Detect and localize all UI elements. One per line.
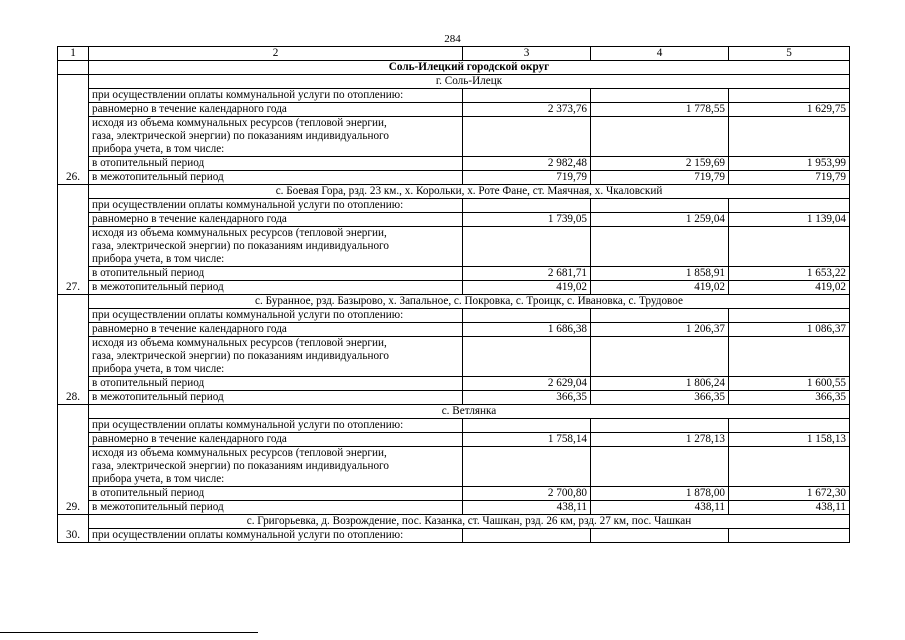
tariff-value: 2 629,04 [463, 377, 591, 391]
tariff-value: 1 806,24 [591, 377, 729, 391]
tariff-value: 1 778,55 [591, 103, 729, 117]
payment-method-label: при осуществлении оплаты коммунальной услуги по отоплению: [89, 419, 463, 433]
meter-payment-row [58, 227, 850, 267]
meter-payment-row [58, 447, 850, 487]
empty-cell [729, 89, 850, 103]
interheating-period-row [58, 281, 850, 295]
payment-method-label: при осуществлении оплаты коммунальной услуги по отоплению: [89, 529, 463, 543]
location-name: с. Григорьевка, д. Возрождение, пос. Казанка, ст. Чашкан, рзд. 26 км, рзд. 27 км, пос. Чашкан [89, 515, 850, 529]
tariff-value: 2 982,48 [463, 157, 591, 171]
tariff-value: 2 700,80 [463, 487, 591, 501]
meter-payment-label-line: прибора учета, в том числе: [92, 253, 225, 265]
heating-period-label: в отопительный период [89, 487, 463, 501]
even-payment-row [58, 213, 850, 227]
tariff-value: 366,35 [591, 391, 729, 405]
location-name: г. Соль-Илецк [89, 75, 850, 89]
location-row [58, 295, 850, 309]
empty-cell [58, 61, 89, 75]
tariff-table-body [58, 47, 850, 543]
tariff-value: 2 681,71 [463, 267, 591, 281]
empty-cell [463, 89, 591, 103]
tariff-value: 1 739,05 [463, 213, 591, 227]
empty-cell [591, 199, 729, 213]
location-name: с. Ветлянка [89, 405, 850, 419]
entry-number: 29. [58, 405, 89, 515]
meter-payment-label [89, 337, 463, 377]
empty-cell [463, 199, 591, 213]
even-payment-row [58, 433, 850, 447]
empty-cell [463, 529, 591, 543]
meter-payment-label [89, 447, 463, 487]
empty-cell [591, 419, 729, 433]
tariff-value: 1 758,14 [463, 433, 591, 447]
empty-cell [463, 419, 591, 433]
empty-cell [463, 447, 591, 487]
tariff-value: 1 653,22 [729, 267, 850, 281]
tariff-value: 719,79 [729, 171, 850, 185]
column-number: 2 [89, 47, 463, 61]
location-row [58, 405, 850, 419]
empty-cell [591, 529, 729, 543]
meter-payment-label-line: газа, электрической энергии) по показаниям индивидуального [92, 460, 389, 472]
tariff-value: 1 686,38 [463, 323, 591, 337]
column-number: 3 [463, 47, 591, 61]
meter-payment-row [58, 117, 850, 157]
entry-number: 26. [58, 75, 89, 185]
empty-cell [591, 117, 729, 157]
meter-payment-label-line: газа, электрической энергии) по показаниям индивидуального [92, 350, 389, 362]
tariff-value: 1 600,55 [729, 377, 850, 391]
tariff-value: 1 206,37 [591, 323, 729, 337]
empty-cell [729, 199, 850, 213]
meter-payment-label-line: исходя из объема коммунальных ресурсов (тепловой энергии, [92, 447, 387, 459]
empty-cell [591, 447, 729, 487]
tariff-value: 1 953,99 [729, 157, 850, 171]
empty-cell [591, 227, 729, 267]
tariff-value: 419,02 [463, 281, 591, 295]
meter-payment-label-line: газа, электрической энергии) по показаниям индивидуального [92, 130, 389, 142]
even-payment-row [58, 103, 850, 117]
even-payment-row [58, 323, 850, 337]
interheating-period-row [58, 171, 850, 185]
tariff-value: 366,35 [729, 391, 850, 405]
meter-payment-label-line: газа, электрической энергии) по показаниям индивидуального [92, 240, 389, 252]
heating-period-row [58, 157, 850, 171]
location-name: с. Буранное, рзд. Базырово, х. Запальное, с. Покровка, с. Троицк, с. Ивановка, с. Трудовое [89, 295, 850, 309]
column-number: 1 [58, 47, 89, 61]
meter-payment-label [89, 227, 463, 267]
meter-payment-label [89, 117, 463, 157]
interheating-period-label: в межотопительный период [89, 391, 463, 405]
payment-method-label: при осуществлении оплаты коммунальной услуги по отоплению: [89, 199, 463, 213]
tariff-value: 1 139,04 [729, 213, 850, 227]
footnote-divider [0, 632, 258, 633]
page-number: 284 [444, 33, 461, 45]
meter-payment-label-line: прибора учета, в том числе: [92, 363, 225, 375]
section-row [58, 61, 850, 75]
payment-method-row [58, 89, 850, 103]
heating-period-row [58, 487, 850, 501]
column-number: 5 [729, 47, 850, 61]
heating-period-row [58, 377, 850, 391]
entry-number: 28. [58, 295, 89, 405]
heating-period-label: в отопительный период [89, 377, 463, 391]
empty-cell [729, 309, 850, 323]
empty-cell [729, 227, 850, 267]
tariff-value: 419,02 [591, 281, 729, 295]
empty-cell [729, 529, 850, 543]
tariff-value: 2 373,76 [463, 103, 591, 117]
empty-cell [591, 309, 729, 323]
empty-cell [729, 447, 850, 487]
empty-cell [591, 89, 729, 103]
heating-period-label: в отопительный период [89, 267, 463, 281]
meter-payment-label-line: прибора учета, в том числе: [92, 143, 225, 155]
tariff-value: 438,11 [463, 501, 591, 515]
meter-payment-label-line: исходя из объема коммунальных ресурсов (тепловой энергии, [92, 337, 387, 349]
location-row [58, 75, 850, 89]
interheating-period-label: в межотопительный период [89, 501, 463, 515]
even-payment-label: равномерно в течение календарного года [89, 323, 463, 337]
payment-method-row [58, 199, 850, 213]
even-payment-label: равномерно в течение календарного года [89, 103, 463, 117]
meter-payment-label-line: прибора учета, в том числе: [92, 473, 225, 485]
payment-method-row [58, 529, 850, 543]
payment-method-row [58, 309, 850, 323]
meter-payment-label-line: исходя из объема коммунальных ресурсов (тепловой энергии, [92, 227, 387, 239]
empty-cell [591, 337, 729, 377]
section-title: Соль-Илецкий городской округ [89, 61, 850, 75]
tariff-value: 366,35 [463, 391, 591, 405]
empty-cell [729, 117, 850, 157]
meter-payment-row [58, 337, 850, 377]
empty-cell [463, 227, 591, 267]
empty-cell [463, 309, 591, 323]
even-payment-label: равномерно в течение календарного года [89, 433, 463, 447]
heating-period-row [58, 267, 850, 281]
tariff-table [57, 46, 850, 543]
tariff-value: 1 672,30 [729, 487, 850, 501]
payment-method-label: при осуществлении оплаты коммунальной услуги по отоплению: [89, 89, 463, 103]
location-row [58, 515, 850, 529]
payment-method-label: при осуществлении оплаты коммунальной услуги по отоплению: [89, 309, 463, 323]
tariff-value: 719,79 [463, 171, 591, 185]
interheating-period-row [58, 391, 850, 405]
tariff-value: 2 159,69 [591, 157, 729, 171]
location-row [58, 185, 850, 199]
tariff-value: 719,79 [591, 171, 729, 185]
tariff-value: 438,11 [591, 501, 729, 515]
tariff-value: 1 086,37 [729, 323, 850, 337]
entry-number: 27. [58, 185, 89, 295]
meter-payment-label-line: исходя из объема коммунальных ресурсов (тепловой энергии, [92, 117, 387, 129]
column-number-row [58, 47, 850, 61]
tariff-value: 438,11 [729, 501, 850, 515]
entry-number: 30. [58, 515, 89, 543]
heating-period-label: в отопительный период [89, 157, 463, 171]
tariff-value: 419,02 [729, 281, 850, 295]
empty-cell [729, 419, 850, 433]
empty-cell [729, 337, 850, 377]
tariff-value: 1 259,04 [591, 213, 729, 227]
location-name: с. Боевая Гора, рзд. 23 км., х. Корольки, х. Роте Фане, ст. Маячная, х. Чкаловский [89, 185, 850, 199]
interheating-period-label: в межотопительный период [89, 281, 463, 295]
empty-cell [463, 337, 591, 377]
tariff-value: 1 278,13 [591, 433, 729, 447]
tariff-value: 1 878,00 [591, 487, 729, 501]
payment-method-row [58, 419, 850, 433]
interheating-period-label: в межотопительный период [89, 171, 463, 185]
tariff-value: 1 858,91 [591, 267, 729, 281]
interheating-period-row [58, 501, 850, 515]
empty-cell [463, 117, 591, 157]
tariff-value: 1 158,13 [729, 433, 850, 447]
even-payment-label: равномерно в течение календарного года [89, 213, 463, 227]
tariff-value: 1 629,75 [729, 103, 850, 117]
column-number: 4 [591, 47, 729, 61]
